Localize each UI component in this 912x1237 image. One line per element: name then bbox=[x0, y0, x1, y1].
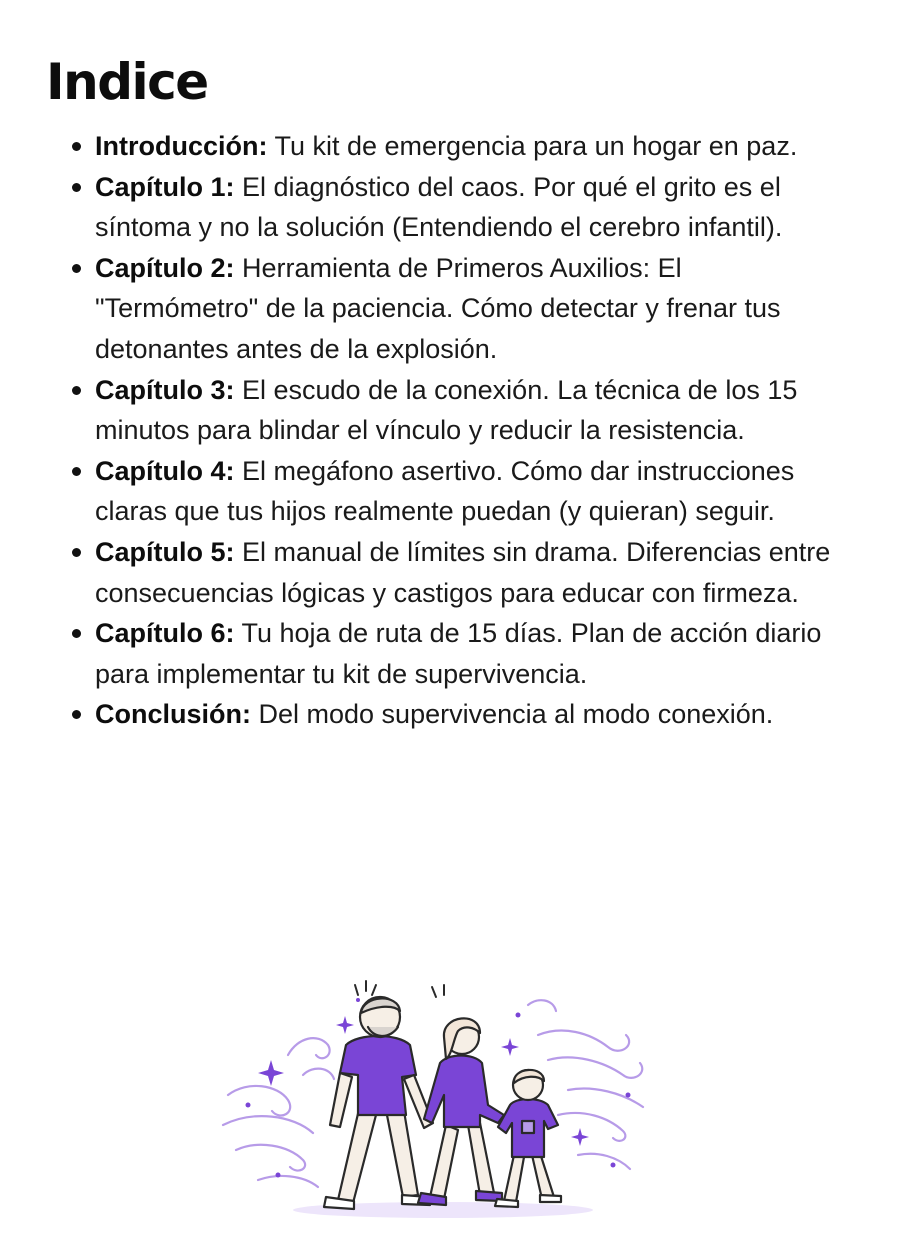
mother-figure bbox=[418, 1018, 504, 1205]
toc-item-text: Tu kit de emergencia para un hogar en paz. bbox=[267, 131, 798, 161]
family-walking-illustration bbox=[218, 975, 668, 1225]
toc-item-conclusion bbox=[0, 694, 912, 735]
bullet-icon bbox=[72, 142, 81, 151]
toc-item-capitulo-4 bbox=[0, 451, 912, 532]
bullet-icon bbox=[72, 386, 81, 395]
table-of-contents bbox=[0, 126, 912, 735]
toc-item-label: Conclusión: bbox=[95, 699, 251, 730]
toc-item-label: Capítulo 1: bbox=[95, 171, 235, 202]
toc-item-text: Tu hoja de ruta de 15 días. Plan de acción diario para implementar tu kit de supervivencia. bbox=[95, 618, 822, 689]
toc-item-text: El manual de límites sin drama. Diferencias entre consecuencias lógicas y castigos para educar con firmeza. bbox=[95, 536, 831, 608]
toc-item-label: Capítulo 2: bbox=[95, 252, 235, 283]
bullet-icon bbox=[72, 629, 81, 638]
child-figure bbox=[495, 1070, 561, 1207]
bullet-icon bbox=[72, 183, 81, 192]
toc-item-text: Herramienta de Primeros Auxilios: El "Termómetro" de la paciencia. Cómo detectar y frenar tus detonantes antes de la explosión. bbox=[95, 252, 781, 364]
bullet-icon bbox=[72, 467, 81, 476]
toc-item-capitulo-1 bbox=[0, 167, 912, 248]
toc-item-capitulo-6 bbox=[0, 613, 912, 694]
toc-item-capitulo-5 bbox=[0, 532, 912, 613]
toc-item-label: Capítulo 5: bbox=[95, 536, 235, 567]
father-figure bbox=[324, 997, 433, 1209]
toc-item-text: El diagnóstico del caos. Por qué el grito es el síntoma y no la solución (Entendiendo el cerebro infantil). bbox=[95, 171, 783, 243]
toc-item-label: Capítulo 4: bbox=[95, 455, 235, 486]
toc-item-capitulo-2 bbox=[0, 248, 912, 370]
toc-item-text: El megáfono asertivo. Cómo dar instrucciones claras que tus hijos realmente puedan (y quieran) seguir. bbox=[95, 455, 795, 527]
toc-item-text: El escudo de la conexión. La técnica de los 15 minutos para blindar el vínculo y reducir la resistencia. bbox=[95, 374, 798, 446]
toc-item-label: Introducción: bbox=[95, 131, 268, 161]
bullet-icon bbox=[72, 264, 81, 273]
toc-item-introduccion bbox=[0, 126, 912, 167]
bullet-icon bbox=[72, 548, 81, 557]
bullet-icon bbox=[72, 710, 81, 719]
toc-item-label: Capítulo 3: bbox=[95, 374, 235, 405]
toc-item-capitulo-3 bbox=[0, 370, 912, 451]
toc-item-text: Del modo supervivencia al modo conexión. bbox=[251, 699, 774, 730]
page-title: Indice bbox=[46, 53, 208, 111]
toc-item-label: Capítulo 6: bbox=[95, 618, 235, 649]
motion-lines bbox=[355, 981, 444, 997]
